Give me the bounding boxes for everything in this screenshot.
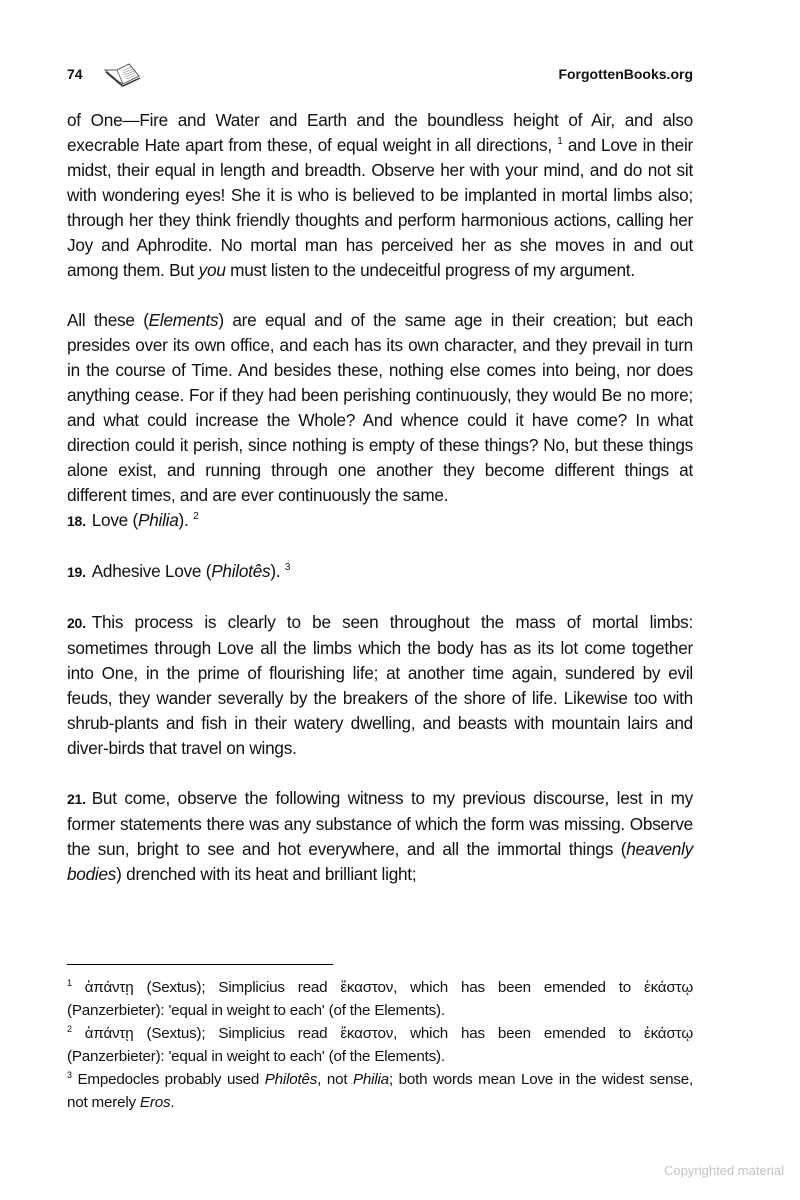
text-run: ἁπάντῃ (Sextus); Simplicius read ἕκαστον, which has been emended to ἑκάστῳ (Panzerbieter): 'equal in weight to each' (of the Elements). bbox=[67, 1025, 693, 1065]
paragraph bbox=[67, 108, 693, 283]
fragment-number: 21. bbox=[67, 791, 86, 807]
open-book-icon bbox=[103, 62, 143, 88]
fragment-number: 20. bbox=[67, 615, 86, 631]
text-run: But come, observe the following witness to my previous discourse, lest in my former statements there was any substance of which the form was missing. Observe the sun, bright to see and hot everywhere, and all the immortal things ( bbox=[67, 788, 693, 859]
footnote-2 bbox=[67, 1022, 693, 1068]
site-name: ForgottenBooks.org bbox=[558, 66, 693, 82]
main-text bbox=[67, 108, 693, 887]
italic-text: Philia bbox=[352, 1071, 389, 1088]
text-run: Empedocles probably used bbox=[71, 1071, 265, 1088]
footnotes bbox=[67, 976, 693, 1114]
footnote-divider bbox=[67, 964, 333, 965]
text-run: Adhesive Love ( bbox=[91, 561, 212, 581]
text-run: must listen to the undeceitful progress of my argument. bbox=[225, 260, 635, 280]
italic-text: Philia bbox=[138, 510, 179, 530]
text-run: ) are equal and of the same age in their creation; but each presides over its own office, and each has its own character, and they prevail in turn in the course of Time. And besides these, nothing else comes into being, nor does anything cease. For if they had been perishing continuously, they would Be no more; and what could increase the Whole? And whence could it have come? In what direction could it perish, since nothing is empty of these things? No, but these things alone exist, and running through one another they become different things at different times, and are ever continuously the same. bbox=[67, 310, 693, 505]
fragment-21 bbox=[67, 786, 693, 887]
paragraph bbox=[67, 308, 693, 508]
text-run: ) drenched with its heat and brilliant light; bbox=[116, 864, 417, 884]
fragment-19 bbox=[67, 559, 693, 585]
fragment-20 bbox=[67, 610, 693, 761]
footnote-marker: 2 bbox=[67, 1024, 72, 1034]
text-run: All these ( bbox=[67, 310, 149, 330]
italic-text: Philotês bbox=[264, 1071, 318, 1088]
italic-text: Elements bbox=[148, 310, 219, 330]
text-run: Love ( bbox=[91, 510, 138, 530]
page-header bbox=[67, 66, 693, 90]
text-run: ). bbox=[178, 510, 194, 530]
fragment-number: 18. bbox=[67, 513, 86, 529]
text-run: , not bbox=[317, 1071, 353, 1088]
italic-text: Philotês bbox=[211, 561, 271, 581]
footnote-3 bbox=[67, 1068, 693, 1114]
text-run: of One—Fire and Water and Earth and the boundless height of Air, and also execrable Hate apart from these, of equal weight in all directions, bbox=[67, 110, 693, 155]
copyright-watermark: Copyrighted material bbox=[664, 1163, 784, 1178]
footnote-1 bbox=[67, 976, 693, 1022]
footnote-marker: 2 bbox=[193, 511, 199, 522]
fragment-number: 19. bbox=[67, 564, 86, 580]
italic-text: Eros bbox=[139, 1094, 171, 1111]
italic-text: you bbox=[198, 260, 226, 280]
text-run: ; both words mean Love in the widest sense, not merely bbox=[67, 1071, 693, 1111]
footnote-marker: 1 bbox=[67, 978, 72, 988]
text-run: This process is clearly to be seen throughout the mass of mortal limbs: sometimes through Love all the limbs which the body has as its lot come together into One, in the prime of flourishing life; at another time again, sundered by evil feuds, they wander severally by the breakers of the shore of life. Likewise too with shrub-plants and fish in their watery dwelling, and beasts with mountain lairs and diver-birds that travel on wings. bbox=[67, 612, 693, 758]
page-number: 74 bbox=[67, 66, 83, 82]
footnote-marker: 1 bbox=[557, 136, 563, 147]
footnote-marker: 3 bbox=[284, 562, 291, 573]
fragment-18 bbox=[67, 508, 693, 534]
italic-text: heavenly bodies bbox=[67, 839, 693, 884]
footnote-marker: 3 bbox=[67, 1070, 72, 1080]
text-run: . bbox=[170, 1094, 175, 1111]
text-run: and Love in their midst, their equal in length and breadth. Observe her with your mind, and do not sit with wondering eyes! She it is who is believed to be implanted in mortal limbs also; through her they think friendly thoughts and perform harmonious actions, calling her Joy and Aphrodite. No mortal man has perceived her as she moves in and out among them. But bbox=[67, 135, 693, 280]
text-run: ). bbox=[270, 561, 285, 581]
text-run: ἁπάντῃ (Sextus); Simplicius read ἕκαστον, which has been emended to ἑκάστῳ (Panzerbieter): 'equal in weight to each' (of the Elements). bbox=[67, 979, 693, 1019]
